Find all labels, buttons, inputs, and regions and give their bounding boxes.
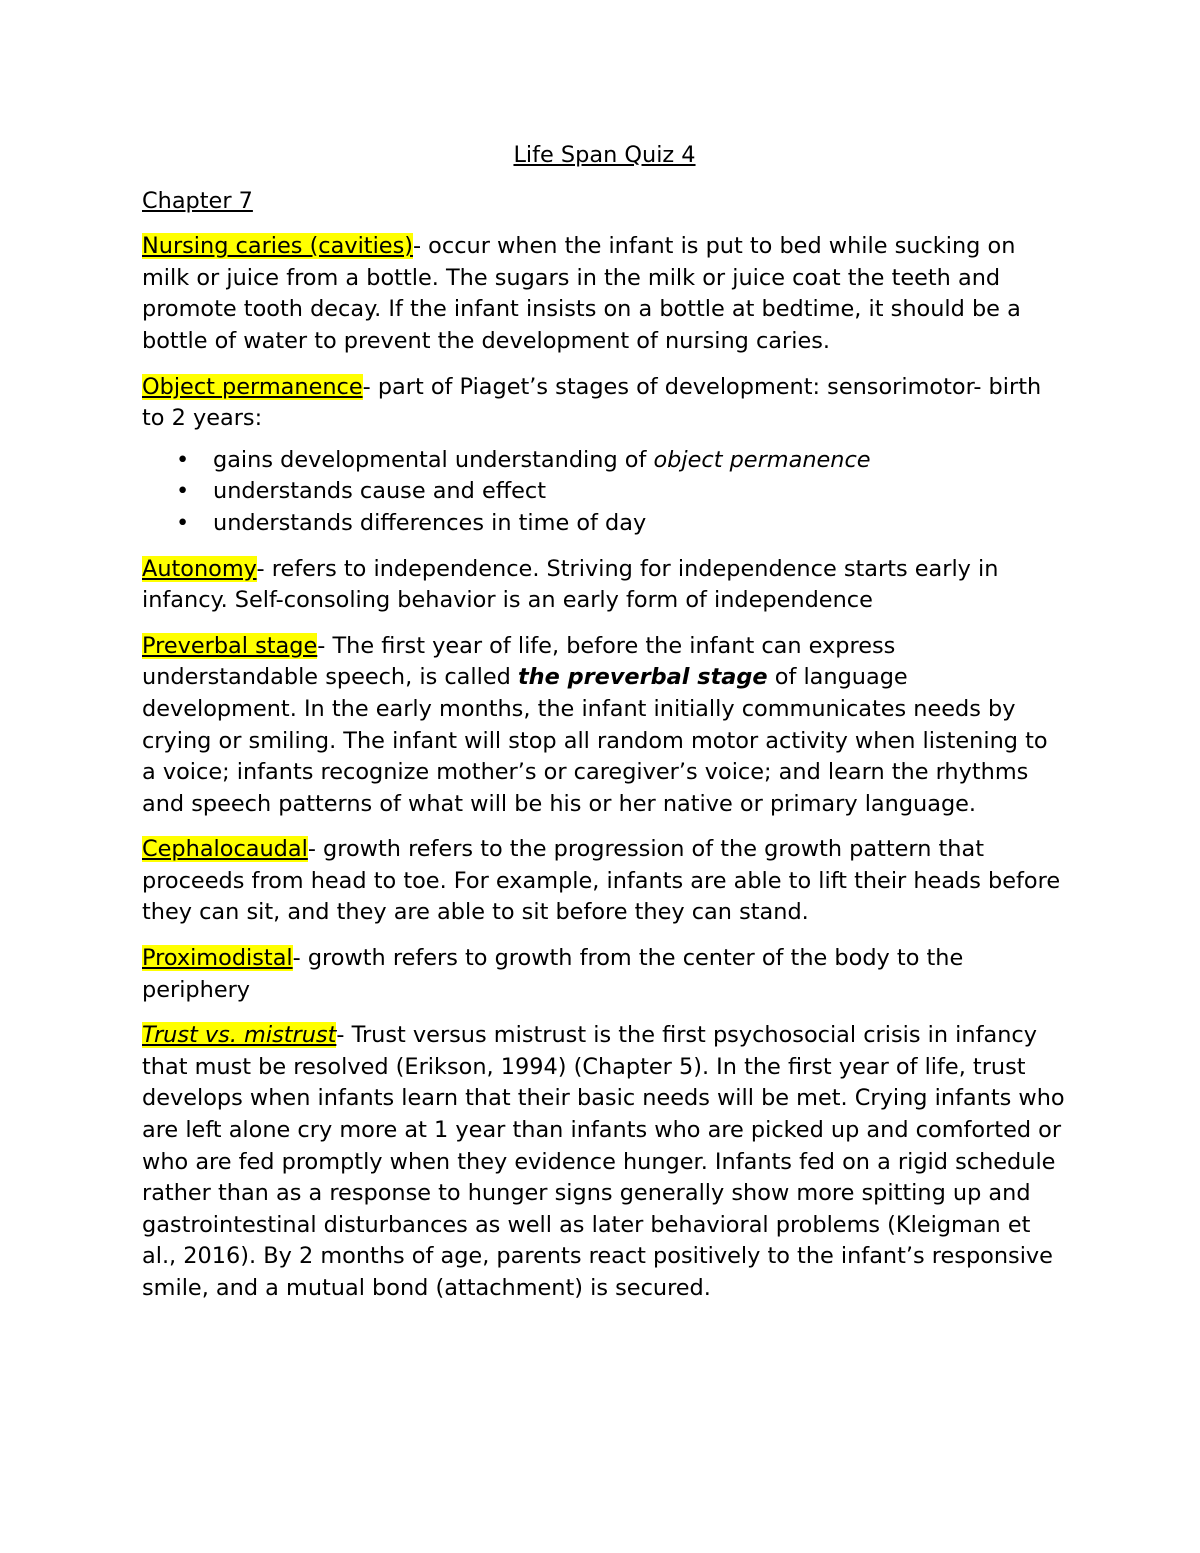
- entry-nursing-caries: [142, 231, 1067, 357]
- list-item-text: gains developmental understanding of: [213, 446, 654, 473]
- object-permanence-list: [142, 445, 1067, 540]
- list-item: [142, 508, 1067, 540]
- entry-object-permanence: [142, 372, 1067, 435]
- term-object-permanence: Object permanence: [142, 373, 363, 400]
- entry-preverbal-stage: [142, 631, 1067, 821]
- term-preverbal-stage: Preverbal stage: [142, 632, 318, 659]
- list-item-text: understands cause and effect: [213, 478, 547, 505]
- list-item-text: understands differences in time of day: [213, 509, 647, 536]
- definition-preverbal-end: of language development. In the early months, the infant initially communicates needs by crying or smiling. The infant will stop all random motor activity when listening to a voice; infants recognize mother’s or caregiver’s voice; and learn the rhythms and speech patterns of what will be his or her native or primary language.: [142, 664, 1048, 817]
- term-autonomy: Autonomy: [142, 555, 257, 582]
- document-body: [142, 140, 1067, 1319]
- definition-nursing-caries: - occur when the infant is put to bed while sucking on milk or juice from a bottle. The sugars in the milk or juice coat the teeth and promote tooth decay. If the infant insists on a bottle at bedtime, it should be a bottle of water to prevent the development of nursing caries.: [142, 233, 1021, 354]
- definition-preverbal-start: - The first year of life, before the infant can express understandable speech, is called: [142, 632, 896, 691]
- bullet-icon: •: [176, 478, 190, 505]
- entry-autonomy: [142, 554, 1067, 617]
- entry-proximodistal: [142, 943, 1067, 1006]
- definition-preverbal-emphasis: the preverbal stage: [517, 664, 768, 691]
- term-proximodistal: Proximodistal: [142, 945, 293, 972]
- definition-trust-vs-mistrust: - Trust versus mistrust is the first psychosocial crisis in infancy that must be resolved (Erikson, 1994) (Chapter 5). In the first year of life, trust develops when infants learn that their basic needs will be met. Crying infants who are left alone cry more at 1 year than infants who are picked up and comforted or who are fed promptly when they evidence hunger. Infants fed on a rigid schedule rather than as a response to hunger signs generally show more spitting up and gastrointestinal disturbances as well as later behavioral problems (Kleigman et al., 2016). By 2 months of age, parents react positively to the infant’s responsive smile, and a mutual bond (attachment) is secured.: [142, 1022, 1065, 1301]
- list-item: [142, 445, 1067, 477]
- list-item: [142, 476, 1067, 508]
- term-trust-vs-mistrust: Trust vs. mistrust: [142, 1022, 337, 1049]
- page-title: Life Span Quiz 4: [513, 142, 696, 168]
- definition-cephalocaudal: - growth refers to the progression of the growth pattern that proceeds from head to toe. For example, infants are able to lift their heads before they can sit, and they are able to sit before they can stand.: [142, 836, 1061, 926]
- definition-proximodistal: - growth refers to growth from the center of the body to the periphery: [142, 945, 964, 1003]
- definition-object-permanence: - part of Piaget’s stages of development: sensorimotor- birth to 2 years:: [142, 373, 1042, 432]
- bullet-icon: •: [176, 509, 190, 536]
- list-item-emphasis: object permanence: [653, 446, 871, 473]
- entry-trust-vs-mistrust: [142, 1020, 1067, 1304]
- definition-autonomy: - refers to independence. Striving for independence starts early in infancy. Self-consoling behavior is an early form of independence: [142, 555, 999, 614]
- chapter-heading: Chapter 7: [142, 187, 253, 214]
- term-cephalocaudal: Cephalocaudal: [142, 836, 308, 863]
- term-nursing-caries: Nursing caries (cavities): [142, 233, 413, 260]
- bullet-icon: •: [176, 446, 190, 473]
- entry-cephalocaudal: [142, 834, 1067, 929]
